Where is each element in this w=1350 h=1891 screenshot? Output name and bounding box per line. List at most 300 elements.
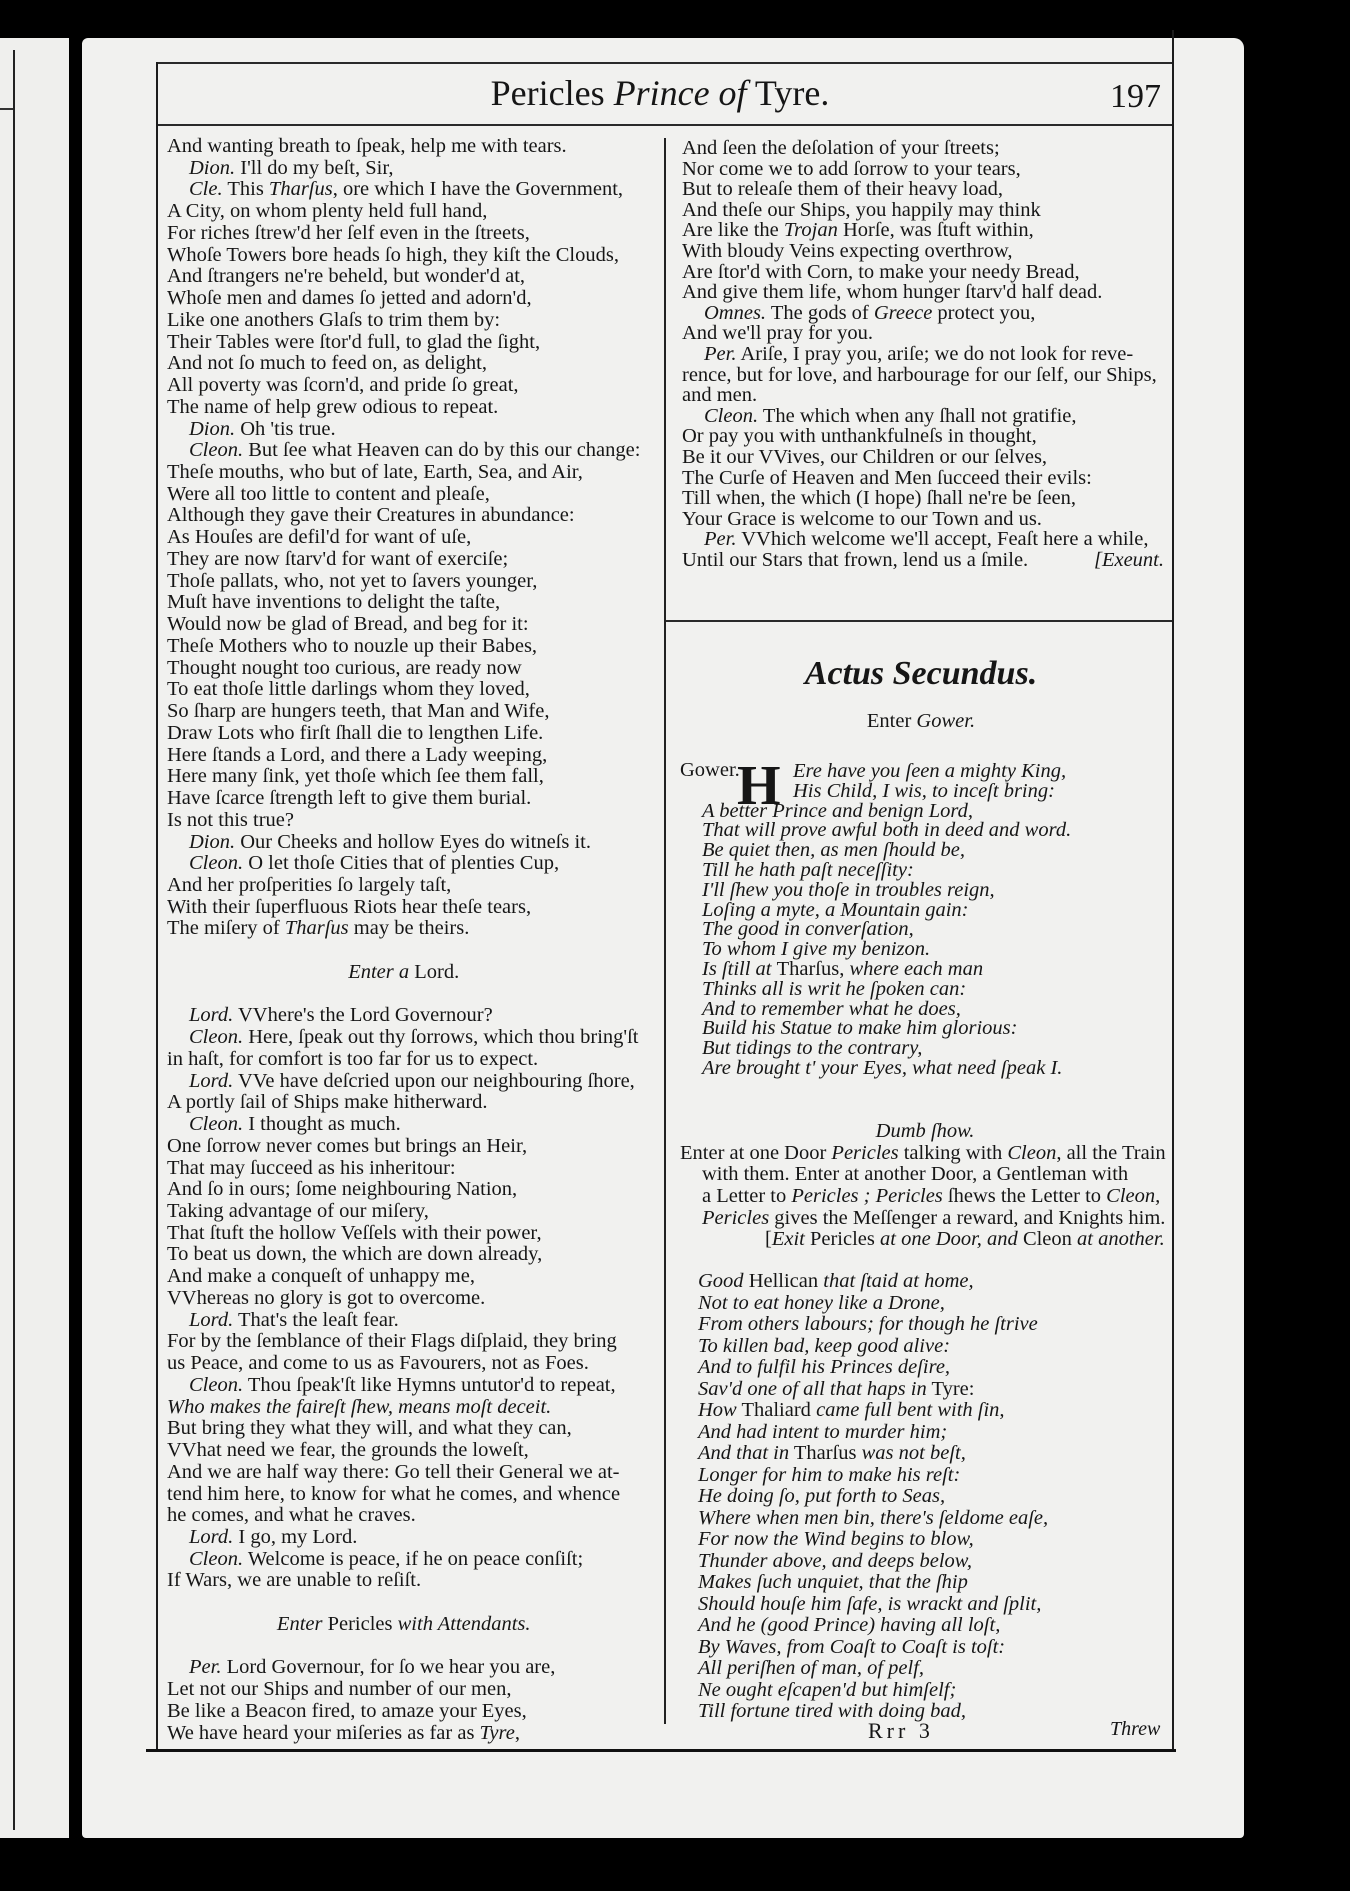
text-line [682, 529, 1168, 550]
text-line [167, 201, 640, 223]
roman-text: The name of help grew odious to repeat. [167, 395, 499, 418]
italic-text: Thunder above, and deeps below, [698, 1549, 973, 1572]
roman-text: Theſe Mothers who to nouzle up their Babes, [167, 634, 538, 657]
italic-text: But tidings to the contrary, [702, 1037, 923, 1060]
italic-text: And to remember what he does, [702, 997, 961, 1020]
text-line [167, 549, 640, 571]
italic-text: Cleon. [704, 404, 759, 427]
italic-text: Dion. [189, 417, 236, 440]
text-line [167, 1158, 640, 1180]
roman-text: With bloudy Veins expecting overthrow, [682, 239, 1013, 262]
roman-text: That's the leaſt fear. [233, 1308, 399, 1331]
text-line [682, 200, 1168, 221]
text-line [167, 484, 640, 506]
text-line [167, 1440, 640, 1462]
dumb-show [680, 1121, 1170, 1251]
roman-text: But bring they what they will, and what they can, [167, 1417, 572, 1440]
page-number: 197 [1110, 78, 1161, 115]
text-line [682, 550, 1168, 571]
roman-text: A portly ſail of Ships make hitherward. [167, 1091, 488, 1114]
roman-text: Be it our VVives, our Children or our ſelves, [682, 445, 1048, 468]
text-line [167, 1201, 640, 1223]
text-line [676, 1422, 1048, 1444]
roman-text: he comes, and what he craves. [167, 1504, 416, 1527]
text-line [676, 1551, 1048, 1573]
italic-text: Per. [704, 528, 737, 551]
roman-text: [ [765, 1228, 772, 1251]
roman-text: That may ſucceed as his inheritour: [167, 1156, 456, 1179]
italic-text: The good in converſation, [702, 918, 914, 941]
roman-text: Thou ſpeak'ſt like Hymns untutor'd to repeat, [243, 1373, 616, 1396]
italic-text: Cleon. [189, 1373, 244, 1396]
text-line [167, 1397, 640, 1419]
roman-text: And we'll pray for you. [682, 322, 873, 345]
roman-text: And theſe our Ships, you happily may think [682, 198, 1041, 221]
italic-text: Lord. [189, 1004, 234, 1027]
roman-text: As Houſes are defil'd for want of uſe, [167, 526, 472, 549]
italic-text: He doing ſo, put forth to Seas, [698, 1485, 946, 1507]
roman-text: may be theirs. [348, 917, 470, 940]
roman-text: , all the Train [1056, 1141, 1166, 1164]
text-line [167, 1375, 640, 1397]
text-line [676, 1637, 1048, 1659]
text-line [167, 1136, 640, 1158]
exeunt-direction: [Exeunt. [1093, 548, 1164, 571]
roman-text: But to releaſe them of their heavy load, [682, 178, 1004, 201]
roman-text: Whoſe men and dames ſo jetted and adorn'd, [167, 287, 532, 310]
text-line [682, 385, 1168, 406]
text-line [676, 1486, 1048, 1508]
text-line [167, 419, 640, 441]
roman-text: Here, ſpeak out thy ſorrows, which thou bring'ſt [243, 1026, 639, 1049]
italic-text: Cleon. [189, 1113, 244, 1136]
italic-text: came full bent with ſin, [816, 1399, 1005, 1421]
text-line [680, 1208, 1170, 1230]
title-pericles: Pericles [490, 73, 614, 113]
italic-text: Omnes. [704, 301, 767, 324]
text-line [676, 1271, 1048, 1293]
italic-text: Loſing a myte, a Mountain gain: [702, 898, 969, 921]
roman-text: Oh 'tis true. [235, 417, 336, 440]
text-line [682, 323, 1168, 344]
roman-text: Have ſcarce ſtrength left to give them burial. [167, 787, 532, 810]
text-line [167, 571, 640, 593]
frame-top-rule [156, 62, 1174, 64]
text-line [167, 1310, 640, 1332]
text-line [676, 1465, 1048, 1487]
roman-text: rence, but for love, and harbourage for our ſelf, our Ships, [682, 363, 1157, 386]
roman-text: Lord Governour, for ſo we hear you are, [221, 1656, 556, 1679]
text-line [167, 723, 640, 745]
roman-text: Tharſus [789, 1442, 862, 1464]
roman-text: Are ſtor'd with Corn, to make your needy Bread, [682, 260, 1080, 283]
italic-text: Dion. [189, 156, 236, 179]
text-line [680, 1229, 1170, 1251]
text-line [167, 658, 640, 680]
italic-text: Dumb ſhow. [875, 1120, 975, 1142]
italic-text: Lord. [189, 1526, 234, 1548]
roman-text: Nor come we to add ſorrow to your tears, [682, 157, 1021, 180]
roman-text: And wanting breath to ſpeak, help me with tears. [167, 135, 567, 157]
roman-text: Till when, the which (I hope) ſhall ne're be ſeen, [682, 487, 1077, 510]
text-line [167, 397, 640, 419]
italic-text: Where when men bin, there's ſeldome eaſe, [698, 1506, 1049, 1529]
roman-text: Thought nought too curious, are ready now [167, 656, 522, 679]
text-line [167, 223, 640, 245]
italic-text: A better Prince and benign Lord, [702, 799, 974, 822]
italic-text: Cleon. [189, 1026, 244, 1049]
roman-text: Our Cheeks and hollow Eyes do witneſs it. [235, 830, 591, 853]
roman-text: Let not our Ships and number of our men, [167, 1678, 512, 1701]
roman-text: tend him here, to know for what he comes, and whence [167, 1482, 621, 1505]
italic-text: That will prove awful both in deed and word. [702, 819, 1072, 842]
roman-text: , [514, 1721, 520, 1744]
italic-text: Enter a [348, 960, 410, 983]
italic-text: Ere have you ſeen a mighty King, [793, 760, 1067, 782]
text-line [167, 527, 640, 549]
text-line [167, 1027, 640, 1049]
text-line [167, 1701, 640, 1723]
text-line [167, 853, 640, 875]
text-line [167, 266, 640, 288]
roman-text: This [222, 178, 269, 201]
speaker-gower: Gower. [680, 759, 740, 781]
italic-text: Makes ſuch unquiet, that the ſhip [698, 1571, 968, 1593]
text-line [676, 1615, 1048, 1637]
roman-text: We have heard your miſeries as far as [167, 1721, 480, 1744]
italic-text: Cleon, [1106, 1185, 1161, 1208]
roman-text: Like one anothers Glaſs to trim them by: [167, 308, 501, 331]
roman-text: Hellican [743, 1270, 824, 1292]
roman-text: Thoſe pallats, who, not yet to ſavers younger, [167, 569, 538, 592]
running-title [300, 70, 1020, 116]
italic-text: From others labours; for though he ſtrive [698, 1313, 1038, 1335]
italic-text: Sav'd one of all that haps in [698, 1377, 927, 1400]
blank-line [167, 1636, 640, 1658]
roman-text: And ſtrangers ne're beheld, but wonder'd at, [167, 265, 526, 288]
text-line [682, 468, 1168, 489]
title-prince-of: Prince of [613, 73, 747, 113]
roman-text: VVe have deſcried upon our neighbouring ſhore, [233, 1069, 635, 1092]
text-line [167, 875, 640, 897]
enter-label: Enter [866, 710, 917, 732]
italic-text: at another. [1077, 1228, 1165, 1251]
text-line [680, 1143, 1170, 1165]
roman-text: Until our Stars that frown, lend us a ſmile. [682, 548, 1029, 571]
italic-text: Till fortune tired with doing bad, [698, 1700, 967, 1722]
roman-text: Pericles [322, 1612, 398, 1635]
italic-text: And to fulfil his Princes deſire, [698, 1356, 951, 1378]
italic-text: Pericles ; Pericles [791, 1185, 943, 1208]
italic-text: I'll ſhew you thoſe in troubles reign, [702, 878, 995, 901]
text-line [167, 832, 640, 854]
act-heading: Actus Secundus. [804, 655, 1038, 692]
roman-text: To beat us down, the which are down already, [167, 1243, 543, 1266]
roman-text: I thought as much. [243, 1113, 401, 1136]
roman-text: Whoſe Towers bore heads ſo high, they kiſt the Clouds, [167, 243, 619, 266]
drop-cap: H [737, 755, 781, 817]
italic-text: To killen bad, keep good alive: [698, 1334, 951, 1357]
italic-text: Cle. [189, 178, 223, 201]
roman-text: Would now be glad of Bread, and beg for it: [167, 613, 529, 636]
text-line [676, 1314, 1048, 1336]
text-line [167, 1114, 640, 1136]
roman-text: in haſt, for comfort is too far for us to expect. [167, 1047, 539, 1070]
roman-text: And ſo in ours; ſome neighbouring Nation, [167, 1178, 518, 1201]
roman-text: O let thoſe Cities that of plenties Cup, [243, 852, 560, 875]
italic-text: And that in [698, 1442, 790, 1464]
italic-text: Are brought t' your Eyes, what need ſpeak I. [702, 1056, 1063, 1079]
text-line [676, 1701, 1048, 1723]
text-line [676, 1572, 1048, 1594]
italic-text: Pericles [831, 1141, 899, 1164]
text-line [167, 1484, 640, 1506]
roman-text: Welcome is peace, if he on peace conſiſt; [243, 1547, 584, 1570]
stage-direction [167, 1614, 640, 1636]
roman-text: Ariſe, I pray you, ariſe; we do not look for reve- [736, 342, 1134, 365]
blank-line [167, 940, 640, 962]
text-line [682, 220, 1168, 241]
roman-text: us Peace, and come to us as Favourers, not as Foes. [167, 1352, 589, 1375]
roman-text: Pericles [804, 1228, 880, 1251]
blank-line [167, 984, 640, 1006]
blank-line [167, 1592, 640, 1614]
text-line [167, 1266, 640, 1288]
text-line [676, 1336, 1048, 1358]
text-line [167, 1005, 640, 1027]
text-line [682, 241, 1168, 262]
italic-text: To whom I give my benizon. [702, 938, 931, 961]
text-line [167, 897, 640, 919]
left-column [167, 136, 640, 1744]
gower-chorus-continued [676, 1271, 1048, 1723]
roman-text: All poverty was ſcorn'd, and pride ſo great, [167, 374, 519, 397]
roman-text: gives the Meſſenger a reward, and Knights him. [769, 1206, 1166, 1229]
roman-text: The miſery of [167, 917, 285, 940]
roman-text: Muſt have inventions to delight the taſte, [167, 591, 501, 614]
text-line [167, 1462, 640, 1484]
text-line [167, 918, 640, 940]
roman-text: Your Grace is welcome to our Town and us. [682, 507, 1042, 530]
roman-text: And not ſo much to feed on, as delight, [167, 352, 487, 375]
text-line [682, 406, 1168, 427]
facing-page-header-rule [0, 108, 13, 110]
text-line [676, 1529, 1048, 1551]
text-line [676, 1658, 1048, 1680]
roman-text: So ſharp are hungers teeth, that Man and Wife, [167, 700, 550, 723]
roman-text: Were all too little to content and pleaſe, [167, 482, 490, 505]
text-line [167, 614, 640, 636]
text-line [676, 1400, 1048, 1422]
roman-text: If Wars, we are unable to reſiſt. [167, 1569, 422, 1592]
italic-text: And he (good Prince) having all loſt, [698, 1614, 1001, 1636]
roman-text: Here ſtands a Lord, and there a Lady weeping, [167, 743, 548, 766]
text-line [167, 1723, 640, 1745]
italic-text: Longer for him to make his reſt: [698, 1463, 961, 1486]
stage-direction [680, 1121, 1170, 1143]
text-line [682, 159, 1168, 180]
text-line [167, 245, 640, 267]
text-line [682, 447, 1168, 468]
italic-text: Cleon. [189, 852, 244, 875]
catchword: Threw [1110, 1718, 1161, 1740]
text-line [167, 810, 640, 832]
roman-text: Cleon [1017, 1228, 1078, 1251]
text-line [167, 1331, 640, 1353]
roman-text: VVhereas no glory is got to overcome. [167, 1286, 486, 1309]
text-line [167, 1049, 640, 1071]
italic-text: Per. [704, 342, 737, 365]
frame-right-rule [1172, 30, 1174, 1751]
text-line [680, 1186, 1170, 1208]
italic-text: All periſhen of man, of pelf, [698, 1657, 925, 1679]
roman-text: Horſe, was ſtuft within, [837, 219, 1034, 242]
roman-text: Thaliard [736, 1399, 817, 1421]
text-line [167, 788, 640, 810]
roman-text: And we are half way there: Go tell their General we at- [167, 1460, 620, 1483]
text-line [167, 288, 640, 310]
italic-text: Lord. [189, 1308, 234, 1331]
text-line [167, 1505, 640, 1527]
roman-text: talking with [898, 1141, 1008, 1164]
roman-text: The Curſe of Heaven and Men ſucceed their evils: [682, 466, 1092, 489]
roman-text: Here many ſink, yet thoſe which ſee them fall, [167, 765, 544, 788]
roman-text: Is not this true? [167, 808, 294, 831]
italic-text: Not to eat honey like a Drone, [698, 1291, 945, 1314]
text-line [167, 1549, 640, 1571]
roman-text: And make a conqueſt of unhappy me, [167, 1265, 475, 1288]
roman-text: VVhich welcome we'll accept, Feaſt here a while, [736, 528, 1149, 551]
text-line [167, 136, 640, 158]
text-line [167, 1353, 640, 1375]
italic-text: with Attendants. [397, 1612, 531, 1635]
roman-text: Taking advantage of our miſery, [167, 1199, 429, 1222]
italic-text: Be quiet then, as men ſhould be, [702, 839, 966, 862]
roman-text: They are now ſtarv'd for want of exerciſe; [167, 547, 509, 570]
text-line [167, 1244, 640, 1266]
italic-text: Thinks all is writ he ſpoken can: [702, 977, 967, 1000]
text-line [682, 179, 1168, 200]
roman-text: and men. [682, 384, 758, 407]
roman-text: Although they gave their Creatures in abundance: [167, 504, 575, 527]
facing-page-edge [0, 38, 69, 1838]
text-line [167, 1527, 640, 1549]
italic-text: Trojan [783, 219, 838, 242]
roman-text: protect you, [932, 301, 1036, 324]
text-line [167, 1092, 640, 1114]
roman-text: Or pay you with unthankfulneſs in thought, [682, 425, 1037, 448]
text-line [167, 679, 640, 701]
roman-text: With their ſuperfluous Riots hear theſe tears, [167, 895, 532, 918]
facing-page-frame-rule [13, 50, 15, 1830]
text-line [167, 1071, 640, 1093]
text-line [167, 745, 640, 767]
roman-text: Are like the [682, 219, 784, 242]
text-line [167, 158, 640, 180]
title-tyre: Tyre. [746, 73, 830, 113]
text-line [167, 1179, 640, 1201]
text-line [682, 344, 1168, 365]
italic-text: And had intent to murder him; [698, 1420, 948, 1443]
roman-text: , ore which I have the Government, [332, 178, 624, 201]
frame-bottom-rule [146, 1749, 1176, 1752]
italic-text: at one Door, and [880, 1228, 1018, 1251]
italic-text: Cleon. [189, 439, 244, 462]
italic-text: Lord. [189, 1069, 234, 1092]
roman-text: To eat thoſe little darlings whom they loved, [167, 678, 530, 701]
roman-text: The gods of [766, 301, 874, 324]
text-line [167, 592, 640, 614]
text-line [676, 1680, 1048, 1702]
text-line [682, 303, 1168, 324]
italic-text: Exit [771, 1228, 805, 1251]
frame-left-rule [156, 62, 158, 1751]
text-line [167, 505, 640, 527]
italic-text: was not beſt, [861, 1442, 966, 1464]
text-line [676, 1508, 1048, 1530]
text-line [682, 426, 1168, 447]
roman-text: Theſe mouths, who but of late, Earth, Sea, and Air, [167, 461, 583, 484]
roman-text: For riches ſtrew'd her ſelf even in the ſtreets, [167, 221, 530, 244]
text-line [682, 138, 1168, 159]
enter-gower [670, 709, 1172, 733]
text-line [676, 1357, 1048, 1379]
roman-text: Their Tables were ſtor'd full, to glad the ſight, [167, 330, 541, 353]
text-line [167, 636, 640, 658]
roman-text: The which when any ſhall not gratifie, [758, 404, 1077, 427]
text-line [167, 1223, 640, 1245]
italic-text: that ſtaid at home, [823, 1270, 974, 1292]
text-line [680, 1164, 1170, 1186]
italic-text: Enter [276, 1612, 323, 1635]
roman-text: Be like a Beacon fired, to amaze your Eyes, [167, 1699, 527, 1722]
roman-text: Tyre: [926, 1377, 975, 1400]
italic-text: By Waves, from Coaſt to Coaſt is toſt: [698, 1635, 1006, 1658]
roman-text: VVhat need we fear, the grounds the loweſt, [167, 1439, 529, 1462]
italic-text: Pericles [702, 1206, 770, 1229]
italic-text: Should houſe him ſafe, is wrackt and ſplit, [698, 1592, 1042, 1615]
text-line [167, 1679, 640, 1701]
text-line [167, 1288, 640, 1310]
roman-text: ſhews the Letter to [942, 1185, 1107, 1208]
text-line [167, 353, 640, 375]
column-divider [664, 138, 666, 1724]
roman-text: One ſorrow never comes but brings an Heir, [167, 1134, 528, 1157]
text-line [167, 1570, 640, 1592]
text-line [167, 332, 640, 354]
italic-text: How [698, 1399, 737, 1421]
right-column-top [682, 138, 1168, 570]
header-rule [156, 124, 1174, 126]
text-line [682, 365, 1168, 386]
italic-text: Ne ought eſcapen'd but himſelf; [698, 1678, 957, 1701]
italic-text: Build his Statue to make him glorious: [702, 1017, 1018, 1040]
text-line [167, 375, 640, 397]
italic-text: Good [698, 1270, 744, 1292]
text-line [167, 701, 640, 723]
italic-text: Tharſus [284, 917, 349, 940]
italic-text: For now the Wind begins to blow, [698, 1528, 974, 1550]
act-divider-rule [666, 620, 1172, 622]
text-line [167, 440, 640, 462]
italic-text: Is ſtill at [702, 957, 777, 980]
roman-text: Draw Lots who firſt ſhall die to lengthen Life. [167, 721, 544, 744]
italic-text: Tharſus [268, 178, 333, 201]
roman-text: Lord. [409, 960, 460, 983]
signature-mark: Rrr 3 [868, 1718, 934, 1743]
text-line [680, 1056, 1071, 1079]
roman-text: But ſee what Heaven can do by this our change: [243, 439, 641, 462]
